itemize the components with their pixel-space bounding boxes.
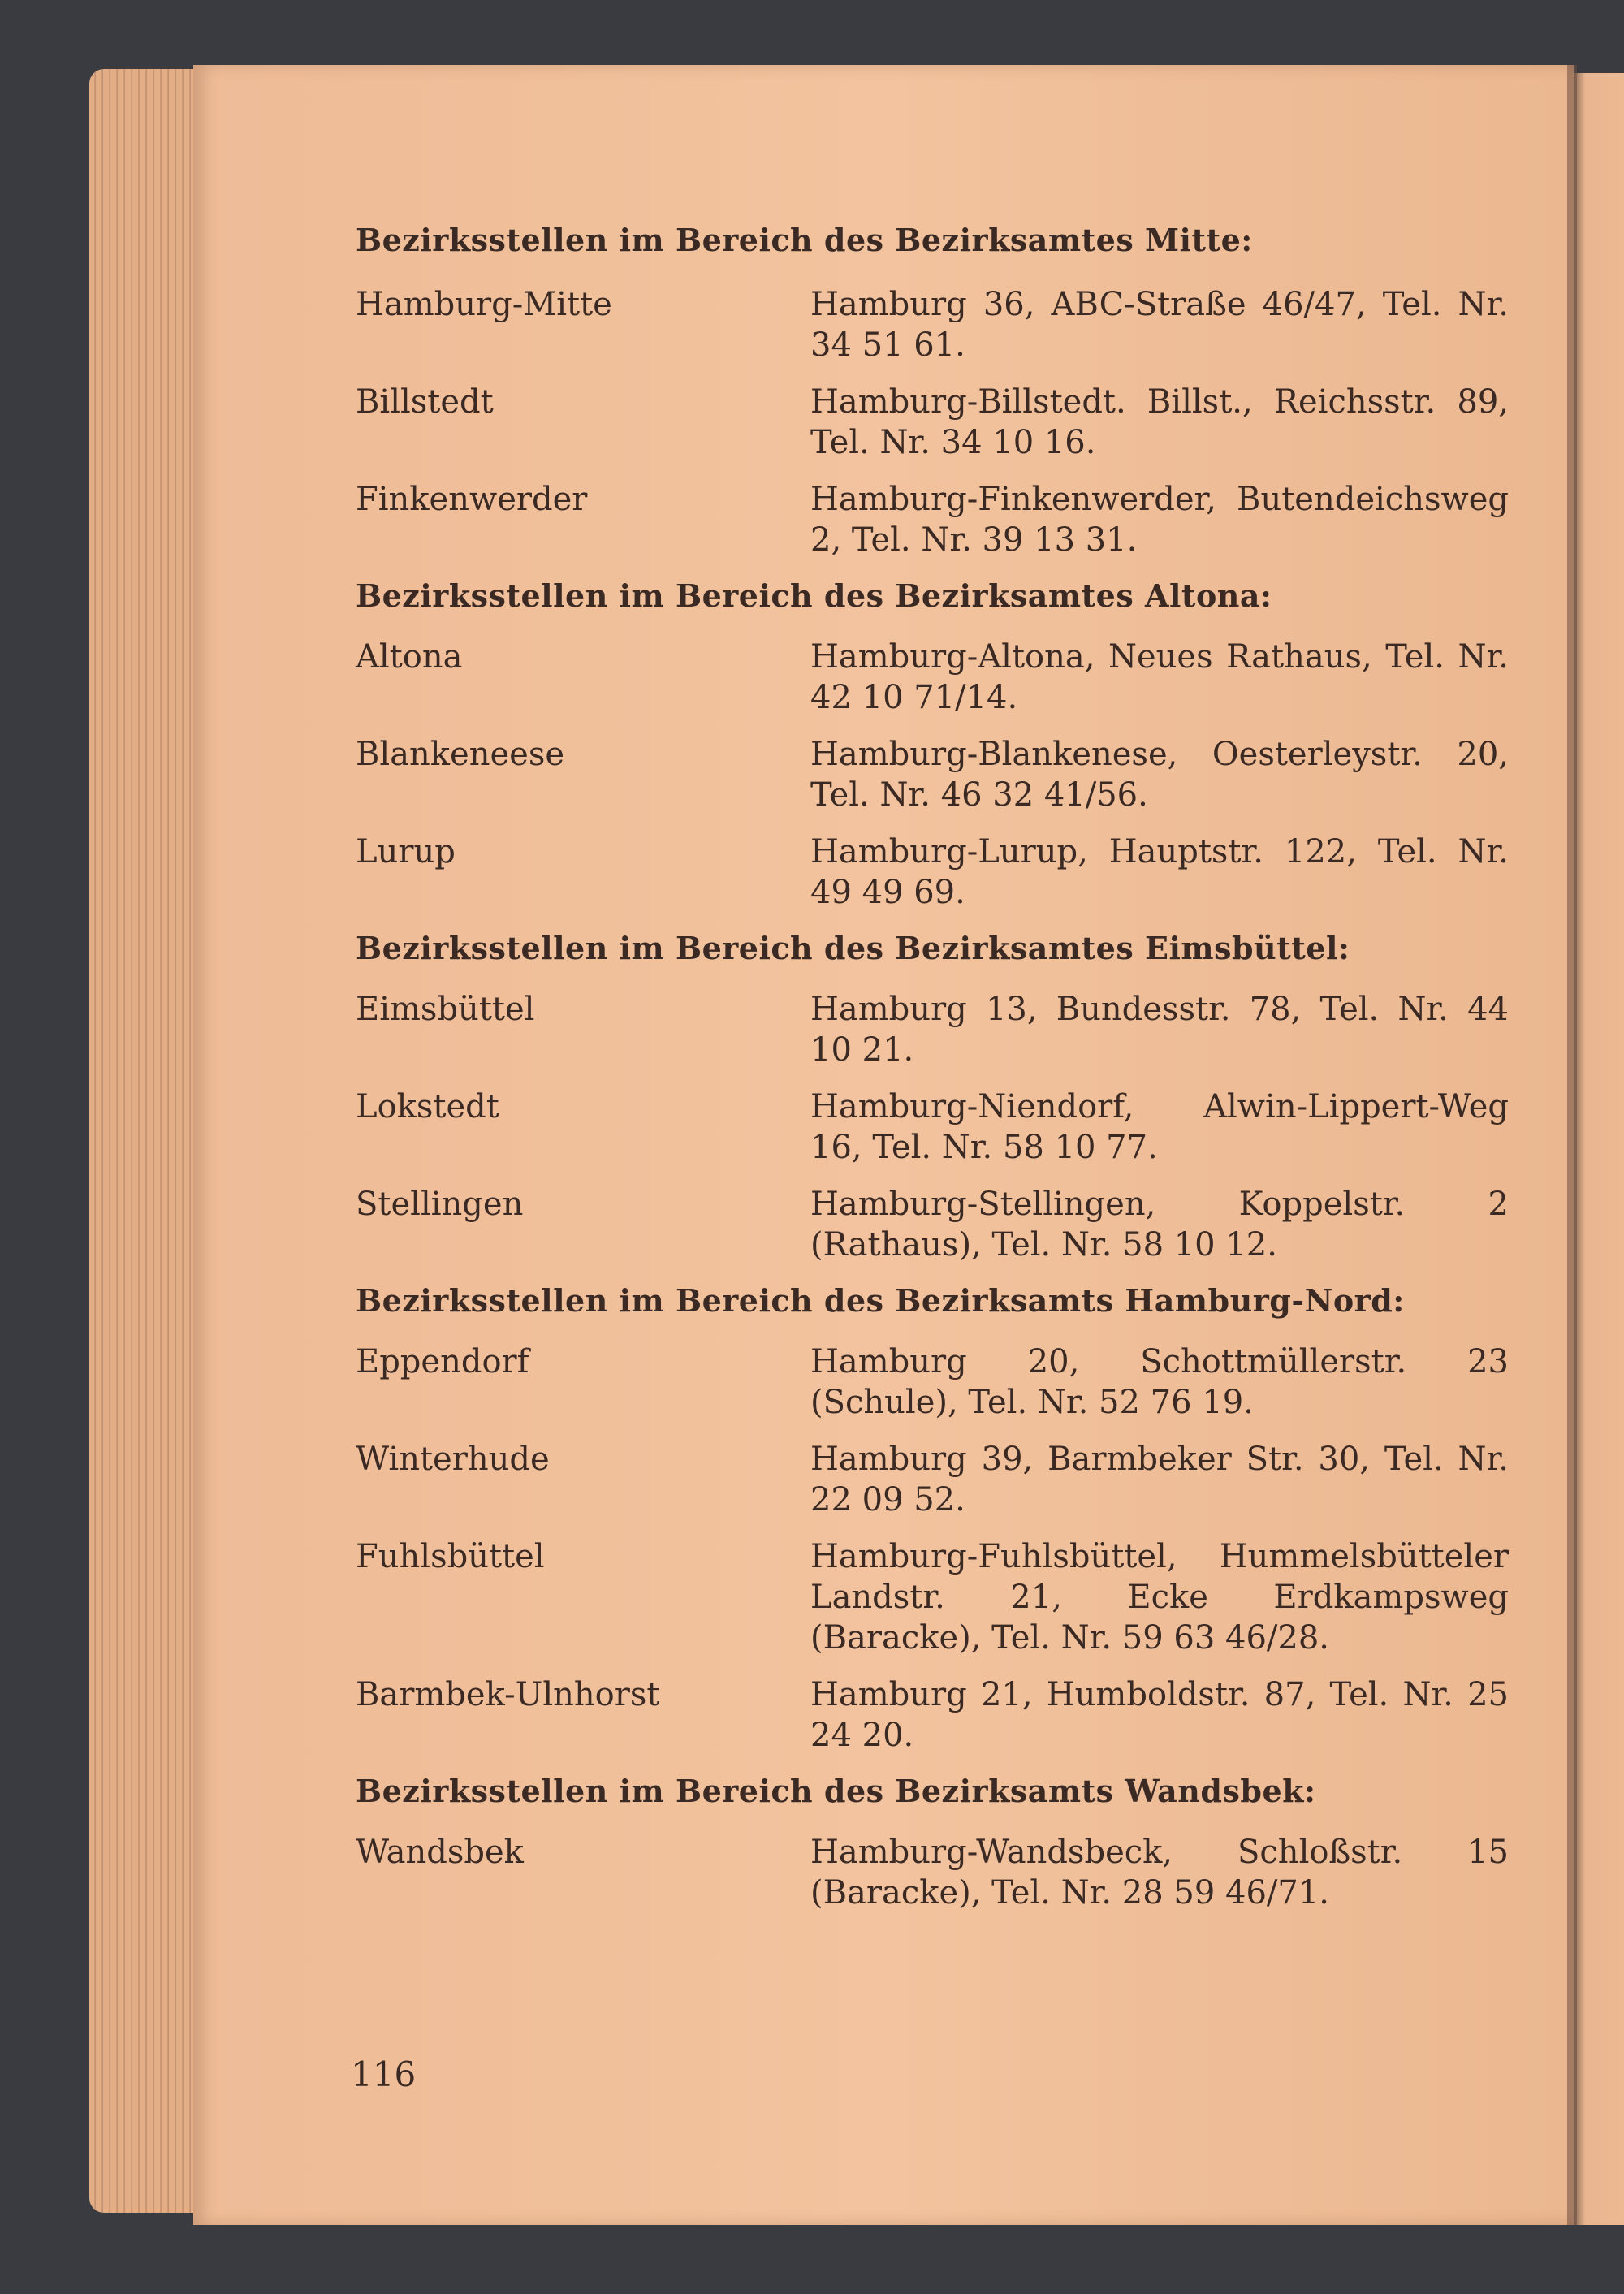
entry-name: Stellingen	[356, 1186, 524, 1223]
entry-list	[356, 284, 1525, 560]
entry-name: Lokstedt	[356, 1088, 499, 1125]
section-mitte	[356, 219, 1525, 560]
entry-name: Lurup	[356, 833, 456, 871]
section-hamburg-nord	[356, 1280, 1525, 1756]
page-number: 116	[351, 2054, 417, 2094]
entry-name: Eppendorf	[356, 1343, 529, 1380]
entry-address: Hamburg-Fuhlsbüttel, Hummelsbütteler Landstr. 21, Ecke Erdkampsweg (Baracke), Tel. Nr. 59 63 46/28.	[810, 1538, 1509, 1657]
list-item	[356, 989, 1525, 1070]
section-wandsbek	[356, 1770, 1525, 1913]
entry-address: Hamburg-Niendorf, Alwin-Lippert-Weg 16, Tel. Nr. 58 10 77.	[810, 1088, 1509, 1166]
entry-address: Hamburg-Wandsbeck, Schloßstr. 15 (Baracke), Tel. Nr. 28 59 46/71.	[810, 1834, 1509, 1912]
page-edges	[89, 69, 203, 2213]
entry-name: Finkenwerder	[356, 481, 588, 518]
list-item	[356, 1674, 1525, 1756]
entry-name: Winterhude	[356, 1441, 550, 1478]
entry-list	[356, 1341, 1525, 1756]
entry-name: Eimsbüttel	[356, 991, 535, 1028]
section-title: Bezirksstellen im Bereich des Bezirksamts Wandsbek:	[356, 1773, 1316, 1809]
entry-address: Hamburg-Altona, Neues Rathaus, Tel. Nr. 42 10 71/14.	[810, 638, 1509, 716]
entry-name: Fuhlsbüttel	[356, 1538, 545, 1575]
list-item	[356, 1832, 1525, 1913]
section-title: Bezirksstellen im Bereich des Bezirksamtes Eimsbüttel:	[356, 930, 1350, 966]
entry-address: Hamburg 39, Barmbeker Str. 30, Tel. Nr. 22 09 52.	[810, 1441, 1509, 1519]
list-item	[356, 479, 1525, 560]
entry-address: Hamburg 20, Schottmüllerstr. 23 (Schule), Tel. Nr. 52 76 19.	[810, 1343, 1509, 1421]
entry-name: Blankeneese	[356, 736, 565, 773]
list-item	[356, 734, 1525, 815]
entry-list	[356, 1832, 1525, 1913]
entry-address: Hamburg-Finkenwerder, Butendeichsweg 2, Tel. Nr. 39 13 31.	[810, 481, 1509, 559]
entry-name: Altona	[356, 638, 463, 676]
entry-list	[356, 989, 1525, 1265]
list-item	[356, 382, 1525, 463]
entry-name: Barmbek-Ulnhorst	[356, 1676, 660, 1713]
facing-page-edge	[1574, 73, 1624, 2225]
section-title: Bezirksstellen im Bereich des Bezirksamtes Mitte:	[356, 222, 1253, 258]
list-item	[356, 1341, 1525, 1423]
section-title: Bezirksstellen im Bereich des Bezirksamtes Altona:	[356, 577, 1272, 614]
list-item	[356, 1184, 1525, 1265]
book-gutter	[1567, 65, 1577, 2225]
entry-name: Wandsbek	[356, 1834, 524, 1871]
entry-name: Hamburg-Mitte	[356, 286, 612, 323]
entry-address: Hamburg-Billstedt. Billst., Reichsstr. 89, Tel. Nr. 34 10 16.	[810, 383, 1509, 461]
list-item	[356, 1536, 1525, 1658]
section-altona	[356, 575, 1525, 913]
page-content	[356, 219, 1525, 1913]
list-item	[356, 832, 1525, 913]
entry-list	[356, 637, 1525, 913]
entry-name: Billstedt	[356, 383, 494, 421]
entry-address: Hamburg 36, ABC-Straße 46/47, Tel. Nr. 34 51 61.	[810, 286, 1509, 364]
entry-address: Hamburg 21, Humboldstr. 87, Tel. Nr. 25 24 20.	[810, 1676, 1509, 1754]
entry-address: Hamburg-Lurup, Hauptstr. 122, Tel. Nr. 49 49 69.	[810, 833, 1509, 911]
entry-address: Hamburg 13, Bundesstr. 78, Tel. Nr. 44 10 21.	[810, 991, 1509, 1069]
list-item	[356, 1439, 1525, 1520]
list-item	[356, 284, 1525, 365]
section-title: Bezirksstellen im Bereich des Bezirksamts Hamburg-Nord:	[356, 1282, 1405, 1319]
list-item	[356, 1087, 1525, 1168]
entry-address: Hamburg-Stellingen, Koppelstr. 2 (Rathaus), Tel. Nr. 58 10 12.	[810, 1186, 1509, 1264]
list-item	[356, 637, 1525, 718]
section-eimsbuettel	[356, 927, 1525, 1265]
entry-address: Hamburg-Blankenese, Oesterleystr. 20, Tel. Nr. 46 32 41/56.	[810, 736, 1509, 814]
